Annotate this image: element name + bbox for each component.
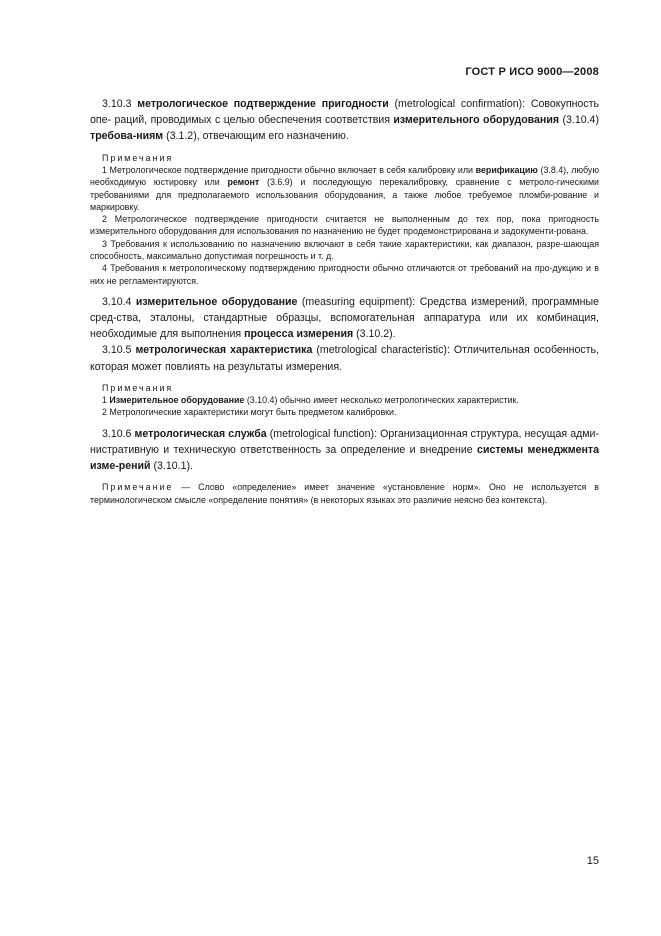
note-2: 2 Метрологическое подтверждение пригодности считается не выполненным до тех пор, пока пригодность измерительного оборудования для использования по назначению не будет продемонстрирована и задокументи-рована.	[90, 214, 599, 237]
term-reference-number: (3.10.2).	[356, 328, 396, 341]
term-number: 3.10.6	[102, 427, 132, 440]
note-4: 4 Требования к метрологическому подтверждению пригодности обычно отличаются от требований на про-дукцию и в них не регламентируются.	[90, 263, 599, 286]
term-number: 3.10.3	[102, 98, 132, 110]
note-3: 3 Требования к использованию по назначению включают в себя такие характеристики, как диапазон, разре-шающая способность, максимально допустимая погрешность и т. д.	[90, 238, 599, 261]
term-reference-number: (3.1.2), отвечающим его назначению.	[166, 130, 349, 143]
term-definition: раций, проводимых с целью обеспечения соответствия	[114, 114, 390, 127]
term-title: метрологическая характеристика	[135, 344, 313, 357]
term-reference: требова-	[90, 130, 137, 143]
term-reference: процесса измерения	[244, 328, 354, 341]
note-1: 1 Метрологическое подтверждение пригодности обычно включает в себя калибровку или верификацию (3.8.4), любую необходимую юстировку или ремонт (3.6.9) и последующую перекалибровку, сравнение с метроло-гическими требованиями для предполагаемого использования оборудования, а также любое требуемое пломби-рование и маркировку.	[90, 164, 600, 212]
notes-heading: Примечания	[102, 382, 174, 393]
term-definition: (metrological function): Организационная структура, несущая адми-нистративную и техническую ответственность за определение и внедрение	[90, 427, 599, 456]
term-title: метрологическое подтверждение пригодности	[137, 98, 389, 110]
notes-3-10-3	[90, 152, 599, 287]
term-title: измерительное оборудование	[135, 295, 298, 308]
term-reference-number: (3.10.4)	[562, 114, 599, 127]
term-3-10-4	[90, 294, 599, 343]
term-reference: измерительного оборудования	[393, 114, 560, 127]
page-number: 15	[586, 855, 599, 867]
note-single: Примечание — Слово «определение» имеет значение «установление норм». Оно не используется в терминологическом смысле «определение понятия» (в некоторых языках это различие неясно без контекста).	[90, 482, 599, 505]
term-reference-number: (3.10.1).	[153, 460, 193, 473]
notes-3-10-5	[90, 382, 599, 419]
term-definition: (measuring equipment): Средства измерений, программные сред-ства, эталоны, стандартные образцы, вспомогательная аппаратура или их комбинация, необходимые для выполнения	[90, 295, 599, 341]
term-definition: (metrological characteristic): Отличительная особенность, которая может повлиять на результаты измерения.	[90, 344, 599, 373]
term-title: метрологическая служба	[134, 427, 267, 440]
note-3-10-6	[90, 481, 599, 506]
term-number: 3.10.5	[102, 344, 132, 357]
term-number: 3.10.4	[102, 295, 132, 308]
term-3-10-5	[90, 342, 599, 374]
document-body	[90, 96, 599, 506]
term-reference: системы менеджмента изме-рений	[90, 443, 599, 473]
term-3-10-6	[90, 426, 599, 475]
term-english: (metrological confirmation): Совокупность опе-	[90, 98, 599, 127]
note-2: 2 Метрологические характеристики могут быть предметом калибровки.	[102, 407, 397, 418]
document-id-header: ГОСТ Р ИСО 9000—2008	[465, 66, 599, 78]
notes-heading: Примечания	[102, 152, 174, 163]
term-reference: ниям	[136, 130, 164, 143]
note-1: 1 Измерительное оборудование (3.10.4) обычно имеет несколько метрологических характеристик.	[102, 395, 519, 406]
term-3-10-3	[90, 96, 599, 145]
